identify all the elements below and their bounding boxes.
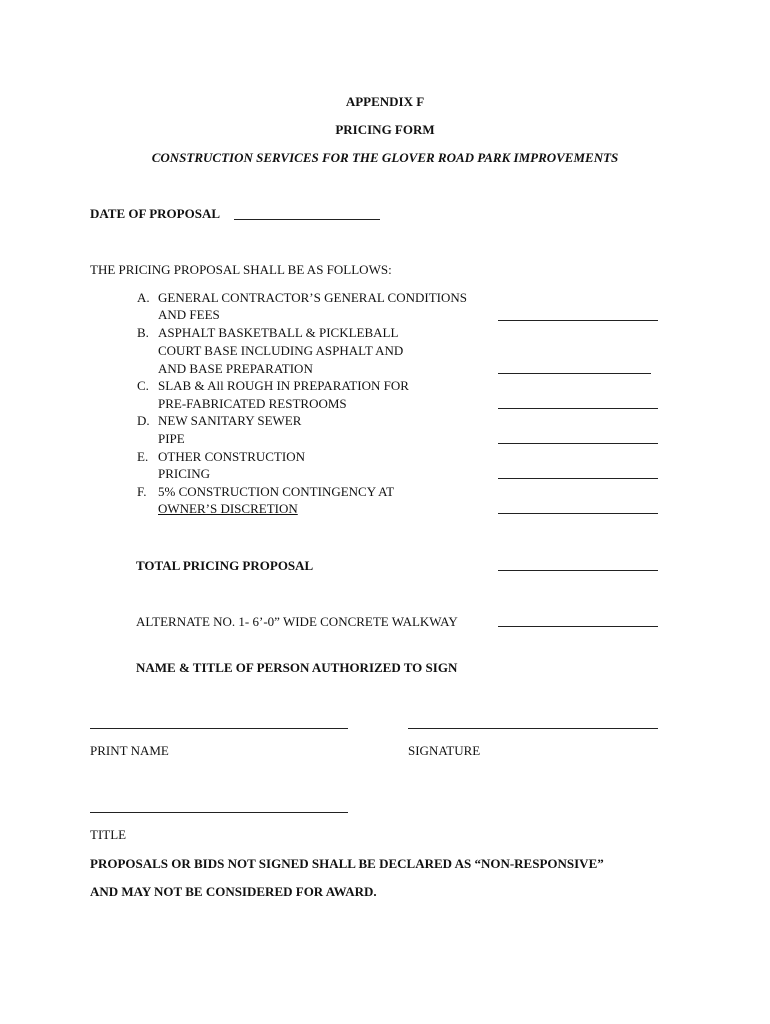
item-text: SLAB & All ROUGH IN PREPARATION FOR (158, 378, 409, 393)
item-letter: F. (137, 484, 147, 499)
signature-field[interactable] (408, 728, 658, 729)
item-text: COURT BASE INCLUDING ASPHALT AND (158, 343, 404, 358)
print-name-field[interactable] (90, 728, 348, 729)
notice-line-2: AND MAY NOT BE CONSIDERED FOR AWARD. (90, 884, 377, 899)
item-d-price-field[interactable] (498, 443, 658, 444)
title-label: TITLE (90, 827, 127, 842)
item-letter: E. (137, 449, 149, 464)
item-text: ASPHALT BASKETBALL & PICKLEBALL (158, 325, 399, 340)
title-field[interactable] (90, 812, 348, 813)
pricing-intro: THE PRICING PROPOSAL SHALL BE AS FOLLOWS: (90, 262, 392, 277)
signature-label: SIGNATURE (408, 743, 481, 758)
item-text: PRE-FABRICATED RESTROOMS (158, 396, 347, 411)
item-c-price-field[interactable] (498, 408, 658, 409)
total-pricing-field[interactable] (498, 570, 658, 571)
item-text: GENERAL CONTRACTOR’S GENERAL CONDITIONS (158, 290, 467, 305)
item-a-price-field[interactable] (498, 320, 658, 321)
notice-line-1: PROPOSALS OR BIDS NOT SIGNED SHALL BE DECLARED AS “NON-RESPONSIVE” (90, 856, 604, 871)
item-letter: D. (137, 413, 150, 428)
item-f-price-field[interactable] (498, 513, 658, 514)
item-text: AND BASE PREPARATION (158, 361, 313, 376)
authorized-signer-label: NAME & TITLE OF PERSON AUTHORIZED TO SIGN (136, 660, 458, 675)
item-b-price-field[interactable] (498, 373, 651, 374)
project-title: CONSTRUCTION SERVICES FOR THE GLOVER ROAD PARK IMPROVEMENTS (151, 150, 619, 165)
item-text: PRICING (158, 466, 211, 481)
item-letter: B. (137, 325, 149, 340)
item-text: NEW SANITARY SEWER (158, 413, 302, 428)
form-title: PRICING FORM (335, 122, 435, 137)
date-of-proposal-field[interactable] (234, 219, 380, 220)
total-pricing-label: TOTAL PRICING PROPOSAL (136, 558, 314, 573)
item-text: AND FEES (158, 307, 220, 322)
print-name-label: PRINT NAME (90, 743, 169, 758)
alternate-price-field[interactable] (498, 626, 658, 627)
item-letter: A. (137, 290, 150, 305)
item-text: PIPE (158, 431, 185, 446)
item-text: 5% CONSTRUCTION CONTINGENCY AT (158, 484, 395, 499)
item-e-price-field[interactable] (498, 478, 658, 479)
item-text: OTHER CONSTRUCTION (158, 449, 305, 464)
item-text: OWNER’S DISCRETION (158, 501, 298, 516)
date-of-proposal-label: DATE OF PROPOSAL (90, 206, 221, 221)
alternate-label: ALTERNATE NO. 1- 6’-0” WIDE CONCRETE WALKWAY (136, 614, 458, 629)
item-letter: C. (137, 378, 149, 393)
appendix-heading: APPENDIX F (345, 94, 425, 109)
